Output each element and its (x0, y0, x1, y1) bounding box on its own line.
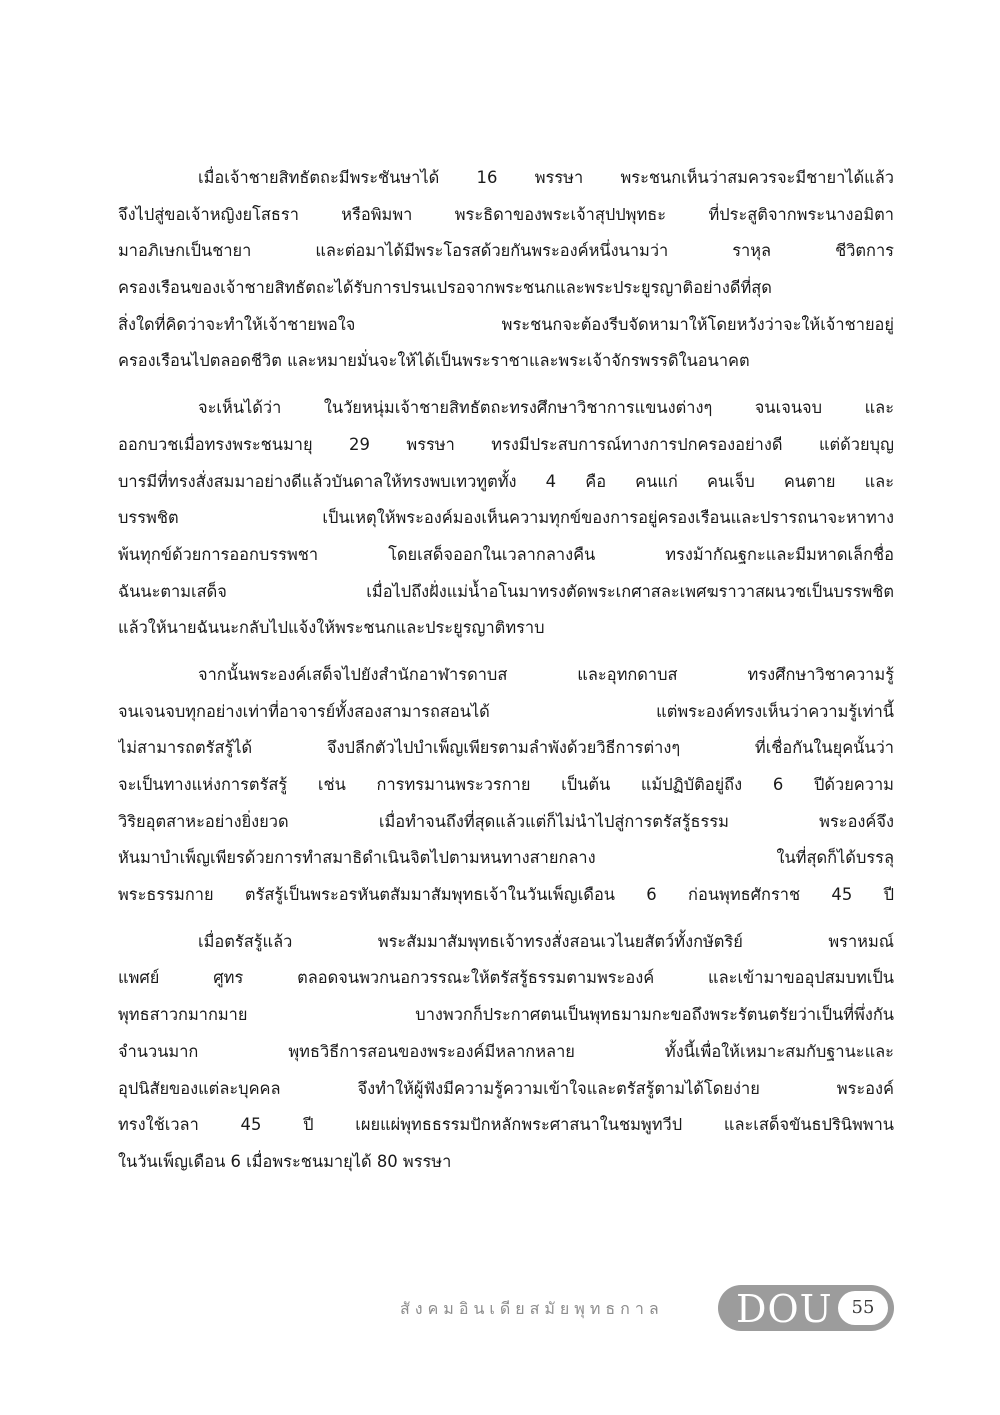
text-line: บารมีที่ทรงสั่งสมมาอย่างดีแล้วบันดาลให้ทรงพบเทวทูตทั้ง 4 คือ คนแก่ คนเจ็บ คนตาย และ (118, 471, 894, 491)
text-line: หันมาบำเพ็ญเพียรด้วยการทำสมาธิดำเนินจิตไปตามหนทางสายกลาง ในที่สุดก็ได้บรรลุ (118, 848, 894, 868)
text-line: มาอภิเษกเป็นชายา และต่อมาได้มีพระโอรสด้วยกันพระองค์หนึ่งนามว่า ราหุล ชีวิตการ (118, 241, 894, 261)
page-number: 55 (838, 1291, 888, 1325)
paragraph (118, 390, 894, 647)
page-body (118, 160, 894, 1181)
text-line: สิ่งใดที่คิดว่าจะทำให้เจ้าชายพอใจ พระชนกจะต้องรีบจัดหามาให้โดยหวังว่าจะให้เจ้าชายอยู่ (118, 314, 894, 334)
text-line: แพศย์ ศูทร ตลอดจนพวกนอกวรรณะให้ตรัสรู้ธรรมตามพระองค์ และเข้ามาขออุปสมบทเป็น (118, 968, 894, 988)
text-line: อุปนิสัยของแต่ละบุคคล จึงทำให้ผู้ฟังมีความรู้ความเข้าใจและตรัสรู้ตามได้โดยง่าย พระองค์ (118, 1078, 894, 1098)
text-line: ฉันนะตามเสด็จ เมื่อไปถึงฝั่งแม่น้ำอโนมาทรงตัดพระเกศาสละเพศฆราวาสผนวชเป็นบรรพชิต (118, 581, 894, 601)
paragraph (118, 657, 894, 914)
page-footer (400, 1285, 900, 1331)
text-line: วิริยอุตสาหะอย่างยิ่งยวด เมื่อทำจนถึงที่สุดแล้วแต่ก็ไม่นำไปสู่การตรัสรู้ธรรม พระองค์จึง (118, 811, 894, 831)
dou-badge (718, 1285, 894, 1331)
paragraph (118, 924, 894, 1181)
text-line: จึงไปสู่ขอเจ้าหญิงยโสธรา หรือพิมพา พระธิดาของพระเจ้าสุปปพุทธะ ที่ประสูติจากพระนางอมิตา (118, 204, 894, 224)
text-line: จำนวนมาก พุทธวิธีการสอนของพระองค์มีหลากหลาย ทั้งนี้เพื่อให้เหมาะสมกับฐานะและ (118, 1041, 894, 1061)
text-line: ครองเรือนของเจ้าชายสิทธัตถะได้รับการปรนเปรอจากพระชนกและพระประยูรญาติอย่างดีที่สุด (118, 278, 772, 298)
text-line: บรรพชิต เป็นเหตุให้พระองค์มองเห็นความทุกข์ของการอยู่ครองเรือนและปรารถนาจะหาทาง (118, 508, 894, 528)
text-line: แล้วให้นายฉันนะกลับไปแจ้งให้พระชนกและประยูรญาติทราบ (118, 618, 545, 638)
text-line: จะเป็นทางแห่งการตรัสรู้ เช่น การทรมานพระวรกาย เป็นต้น แม้ปฏิบัติอยู่ถึง 6 ปีด้วยความ (118, 775, 894, 794)
running-title: สังคมอินเดียสมัยพุทธกาล (400, 1299, 664, 1318)
text-line: ในวันเพ็ญเดือน 6 เมื่อพระชนมายุได้ 80 พรรษา (118, 1151, 452, 1171)
text-line: ทรงใช้เวลา 45 ปี เผยแผ่พุทธธรรมปักหลักพระศาสนาในชมพูทวีป และเสด็จขันธปรินิพพาน (118, 1115, 894, 1135)
text-line: จากนั้นพระองค์เสด็จไปยังสำนักอาฬารดาบส และอุทกดาบส ทรงศึกษาวิชาความรู้ (198, 664, 894, 684)
text-line: ครองเรือนไปตลอดชีวิต และหมายมั่นจะให้ได้เป็นพระราชาและพระเจ้าจักรพรรดิในอนาคต (118, 351, 750, 371)
text-line: เมื่อตรัสรู้แล้ว พระสัมมาสัมพุทธเจ้าทรงสั่งสอนเวไนยสัตว์ทั้งกษัตริย์ พราหมณ์ (198, 931, 894, 951)
paragraph (118, 160, 894, 380)
text-line: จนเจนจบทุกอย่างเท่าที่อาจารย์ทั้งสองสามารถสอนได้ แต่พระองค์ทรงเห็นว่าความรู้เท่านี้ (118, 701, 894, 721)
text-line: จะเห็นได้ว่า ในวัยหนุ่มเจ้าชายสิทธัตถะทรงศึกษาวิชาการแขนงต่างๆ จนเจนจบ และ (198, 398, 894, 418)
text-line: ไม่สามารถตรัสรู้ได้ จึงปลีกตัวไปบำเพ็ญเพียรตามลำพังด้วยวิธีการต่างๆ ที่เชื่อกันในยุคนั้นว่า (118, 738, 894, 758)
dou-logo: DOU (736, 1287, 833, 1331)
text-line: พ้นทุกข์ด้วยการออกบรรพชา โดยเสด็จออกในเวลากลางคืน ทรงม้ากัณฐกะและมีมหาดเล็กชื่อ (118, 544, 894, 564)
text-line: พุทธสาวกมากมาย บางพวกก็ประกาศตนเป็นพุทธมามกะขอถึงพระรัตนตรัยว่าเป็นที่พึ่งกัน (118, 1005, 894, 1025)
text-line: พระธรรมกาย ตรัสรู้เป็นพระอรหันตสัมมาสัมพุทธเจ้าในวันเพ็ญเดือน 6 ก่อนพุทธศักราช 45 ปี (118, 885, 894, 905)
text-line: เมื่อเจ้าชายสิทธัตถะมีพระชันษาได้ 16 พรรษา พระชนกเห็นว่าสมควรจะมีชายาได้แล้ว (198, 168, 894, 187)
text-line: ออกบวชเมื่อทรงพระชนมายุ 29 พรรษา ทรงมีประสบการณ์ทางการปกครองอย่างดี แต่ด้วยบุญ (118, 434, 894, 454)
